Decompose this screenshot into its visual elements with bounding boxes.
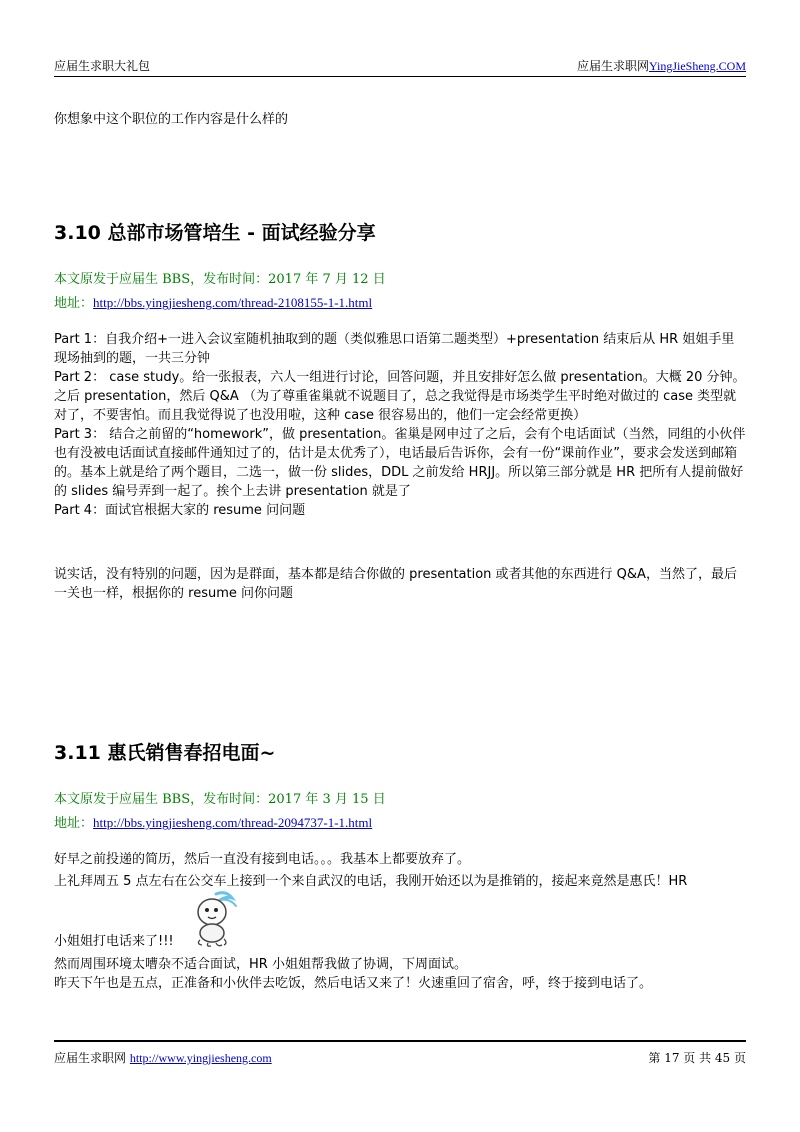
header-title: 应届生求职大礼包 xyxy=(54,59,151,73)
section-310-address-link[interactable]: http://bbs.yingjiesheng.com/thread-2108155-1-1.html xyxy=(93,295,373,310)
section-310-address xyxy=(54,291,386,315)
part-4: Part 4：面试官根据大家的 resume 问问题 xyxy=(54,503,306,518)
section-311-address-link[interactable]: http://bbs.yingjiesheng.com/thread-2094737-1-1.html xyxy=(93,815,373,830)
excited-emoticon-icon xyxy=(186,888,242,948)
section-310-meta xyxy=(54,268,386,315)
section-311-paragraph-5: 昨天下午也是五点，正准备和小伙伴去吃饭，然后电话又来了！火速重回了宿舍，呼，终于接到电话了。 xyxy=(54,976,653,991)
footer-site xyxy=(54,1048,272,1068)
header-site-link[interactable]: YingJieSheng.COM xyxy=(648,59,746,73)
section-310-title: 3.10 总部市场管培生 - 面试经验分享 xyxy=(54,222,376,244)
header-site-label: 应届生求职网 xyxy=(576,59,649,73)
section-311-paragraph-2: 上礼拜周五 5 点左右在公交车上接到一个来自武汉的电话，我刚开始还以为是推销的，接起来竟然是惠氏！HR xyxy=(54,874,688,889)
section-311-title: 3.11 惠氏销售春招电面~ xyxy=(54,742,276,764)
intro-question: 你想象中这个职位的工作内容是什么样的 xyxy=(54,112,289,127)
section-310-source: 本文原发于应届生 BBS，发布时间：2017 年 7 月 12 日 xyxy=(54,272,386,287)
part-2: Part 2： case study。给一张报表，六人一组进行讨论，回答问题，并且安排好怎么做 presentation。大概 20 分钟。之后 presentation，然后 Q&A （为了尊重雀巢就不说题目了，总之我觉得是市场类学生平时绝对做过的 case 类型就对了，不要害怕。而且我觉得说了也没用啦，这种 case 很容易出的，他们一定会经常更换） xyxy=(54,370,746,423)
section-311-paragraph-4: 然而周围环境太嘈杂不适合面试，HR 小姐姐帮我做了协调，下周面试。 昨天下午也是五点，正准备和小伙伴去吃饭，然后电话又来了！火速重回了宿舍，呼，终于接到电话了。 xyxy=(54,955,746,993)
footer-site-label: 应届生求职网 xyxy=(54,1051,127,1065)
part-1: Part 1：自我介绍+一进入会议室随机抽取到的题（类似雅思口语第二题类型）+presentation 结束后从 HR 姐姐手里现场抽到的题，一共三分钟 xyxy=(54,332,735,366)
page-number: 第 17 页 共 45 页 xyxy=(648,1051,746,1065)
section-311-address-label: 地址： xyxy=(54,816,94,831)
section-310-address-label: 地址： xyxy=(54,296,94,311)
page-footer xyxy=(54,1048,746,1068)
section-311-meta xyxy=(54,788,386,835)
part-3: Part 3： 结合之前留的“homework”，做 presentation。雀巢是网申过了之后，会有个电话面试（当然，同组的小伙伴也有没被电话面试直接邮件通知过了的，估计是太优秀了），电话最后告诉你，会有一份“课前作业”，要求会发送到邮箱的。基本上就是给了两个题目，二选一，做一份 slides，DDL 之前发给 HRJJ。所以第三部分就是 HR 把所有人提前做好的 slides 编号弄到一起了。挨个上去讲 presentation 就是了 xyxy=(54,427,746,499)
section-311-paragraph-3: 小姐姐打电话来了!!! xyxy=(54,934,174,949)
section-311-address xyxy=(54,811,386,835)
section-311-source: 本文原发于应届生 BBS，发布时间：2017 年 3 月 15 日 xyxy=(54,792,386,807)
section-311-paragraph-1: 好早之前投递的简历，然后一直没有接到电话。。。我基本上都要放弃了。 xyxy=(54,852,471,867)
footer-site-link[interactable]: http://www.yingjiesheng.com xyxy=(129,1051,272,1065)
header-site xyxy=(577,56,746,76)
page-header xyxy=(54,56,746,76)
section-310-parts xyxy=(54,330,746,520)
header-divider xyxy=(54,76,746,77)
section-310-summary: 说实话，没有特别的问题，因为是群面，基本都是结合你做的 presentation 或者其他的东西进行 Q&A，当然了，最后一关也一样，根据你的 resume 问你问题 xyxy=(54,567,737,601)
footer-divider xyxy=(54,1040,746,1042)
